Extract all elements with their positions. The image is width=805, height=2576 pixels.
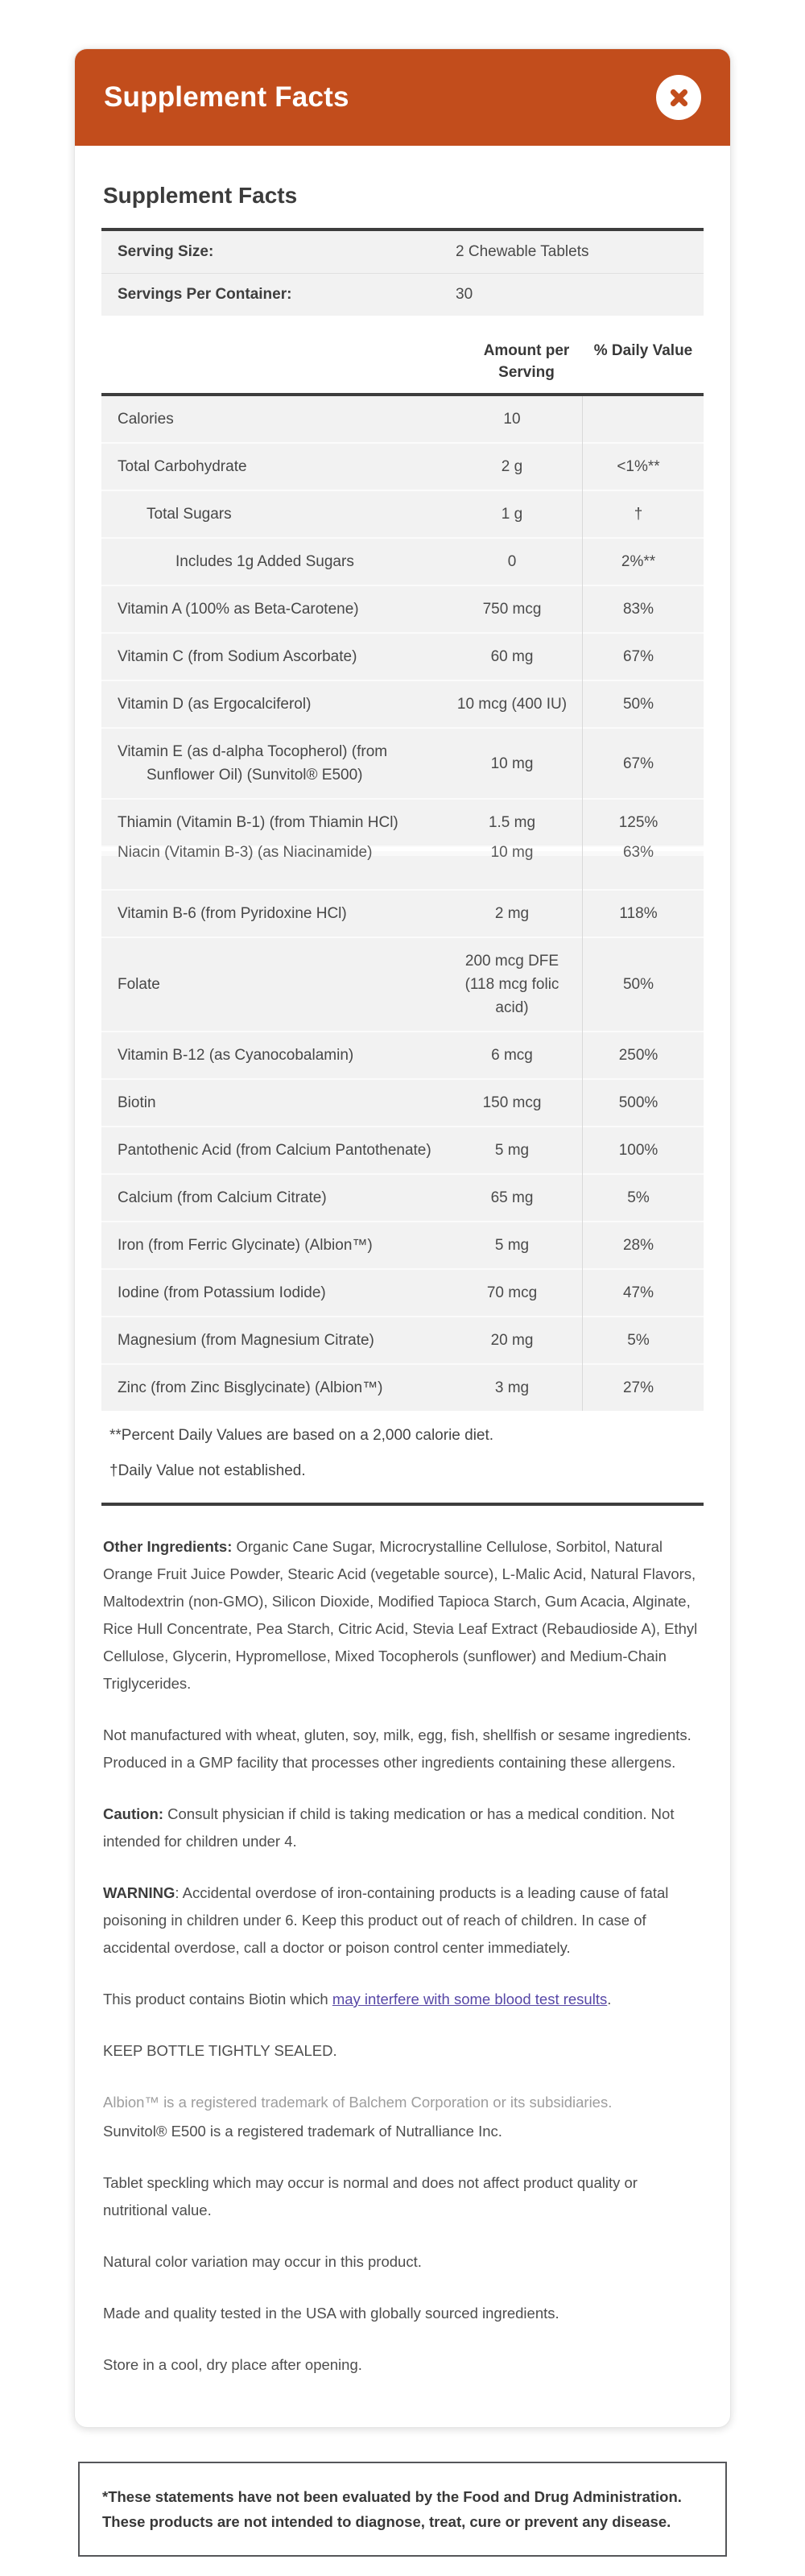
nutrient-daily-value: 67% (622, 648, 654, 665)
nutrient-amount: 10 (503, 411, 521, 428)
fda-disclaimer-box (78, 2462, 727, 2557)
nutrient-name: Total Sugars (147, 506, 232, 523)
nutrient-daily-value: 47% (622, 1284, 654, 1301)
nutrient-amount: 3 mg (494, 1379, 530, 1396)
nutrient-daily-value: 67% (622, 755, 654, 772)
nutrient-name: Vitamin D (as Ergocalciferol) (118, 696, 312, 713)
storage-statement: Store in a cool, dry place after opening. (103, 2356, 362, 2373)
serving-info-label: Serving Size: (118, 243, 214, 260)
nutrient-name: Vitamin E (as d-alpha Tocopherol) (from Sunflower Oil) (Sunvitol® E500) (118, 743, 388, 784)
panel-title: Supplement Facts (103, 183, 298, 208)
nutrient-daily-value: 500% (618, 1094, 658, 1111)
nutrient-amount: 60 mg (490, 648, 534, 665)
nutrient-row (101, 539, 704, 586)
nutrient-row (101, 844, 704, 891)
keep-sealed-statement: KEEP BOTTLE TIGHTLY SEALED. (103, 2042, 337, 2059)
nutrient-amount: 70 mcg (486, 1284, 538, 1301)
page (0, 48, 805, 2557)
nutrient-amount: 0 (507, 553, 517, 570)
nutrient-amount: 2 mg (494, 905, 530, 922)
fda-disclaimer-text: *These statements have not been evaluated by the Food and Drug Administration. These products are not intended to diagnose, treat, cure or prevent any disease. (102, 2488, 682, 2530)
nutrient-daily-value: 100% (618, 1142, 658, 1159)
footnote-daily-values: **Percent Daily Values are based on a 2,000 calorie diet. (109, 1427, 494, 1444)
nutrient-row (101, 634, 704, 681)
nutrient-amount: 10 mg (490, 844, 534, 861)
nutrient-row (101, 1080, 704, 1127)
nutrient-amount: 20 mg (490, 1332, 534, 1349)
caution-statement: Caution: Consult physician if child is taking medication or has a medical condition. Not intended for children under 4. (103, 1805, 675, 1850)
color-variation-statement: Natural color variation may occur in this product. (103, 2253, 422, 2270)
nutrient-row (101, 938, 704, 1032)
nutrient-name: Vitamin B-6 (from Pyridoxine HCl) (118, 905, 347, 922)
nutrient-name: Magnesium (from Magnesium Citrate) (118, 1332, 374, 1349)
nutrient-amount: 6 mcg (491, 1047, 533, 1064)
serving-info-row (101, 231, 704, 274)
nutrient-amount: 1.5 mg (488, 814, 536, 831)
nutrient-daily-value (573, 396, 704, 442)
nutrient-name: Zinc (from Zinc Bisglycinate) (Albion™) (118, 1379, 383, 1396)
biotin-statement: This product contains Biotin which may interfere with some blood test results. (103, 1991, 612, 2007)
nutrient-name: Calories (118, 411, 174, 428)
nutrient-name: Vitamin A (100% as Beta-Carotene) (118, 601, 359, 618)
nutrient-row (101, 444, 704, 491)
nutrient-name: Iron (from Ferric Glycinate) (Albion™) (118, 1237, 373, 1254)
albion-trademark-clipped: Albion™ is a registered trademark of Balchem Corporation or its subsidiaries. (103, 2094, 613, 2111)
nutrient-row (101, 396, 704, 444)
nutrient-daily-value: 5% (627, 1332, 650, 1349)
nutrient-name: Pantothenic Acid (from Calcium Pantothenate) (118, 1142, 431, 1159)
divider-table-bottom (101, 1503, 704, 1506)
serving-info (101, 231, 704, 316)
nutrient-row (101, 1127, 704, 1175)
nutrient-name: Vitamin B-12 (as Cyanocobalamin) (118, 1047, 354, 1064)
nutrient-daily-value: † (634, 506, 643, 523)
other-ingredients: Other Ingredients: Organic Cane Sugar, Microcrystalline Cellulose, Sorbitol, Natural Orange Fruit Juice Powder, Stearic Acid (vegetable source), L-Malic Acid, Natural Flavors, Maltodextrin (non-GMO), Silicon Dioxide, Modified Tapioca Starch, Gum Acacia, Alginate, Rice Hull Concentrate, Pea Starch, Citric Acid, Stevia Leaf Extract (Rebaudioside A), Ethyl Cellulose, Glycerin, Hypromellose, Mixed Tocopherols (sunflower) and Medium-Chain Triglycerides. (103, 1538, 698, 1692)
nutrient-amount: 150 mcg (482, 1094, 542, 1111)
nutrient-name: Vitamin C (from Sodium Ascorbate) (118, 648, 357, 665)
nutrient-daily-value: 50% (622, 976, 654, 993)
nutrient-name: Biotin (118, 1094, 156, 1111)
nutrient-row (101, 729, 704, 800)
nutrient-row (101, 491, 704, 539)
nutrient-daily-value: 28% (622, 1237, 654, 1254)
modal-body (75, 146, 730, 2427)
modal-title: Supplement Facts (104, 81, 349, 113)
sunvitol-trademark: Sunvitol® E500 is a registered trademark of Nutralliance Inc. (103, 2123, 502, 2140)
nutrient-row (101, 1222, 704, 1270)
column-header-daily-value: % Daily Value (593, 342, 693, 359)
info-paragraphs (101, 1533, 704, 2379)
close-icon (668, 87, 690, 109)
nutrient-name: Iodine (from Potassium Iodide) (118, 1284, 326, 1301)
nutrient-name: Includes 1g Added Sugars (175, 553, 354, 570)
serving-info-row (101, 274, 704, 316)
nutrient-amount: 10 mcg (400 IU) (456, 696, 568, 713)
nutrient-amount: 200 mcg DFE (118 mcg folic acid) (464, 953, 559, 1016)
close-button[interactable] (656, 75, 701, 120)
nutrient-amount: 5 mg (494, 1142, 530, 1159)
nutrient-name: Thiamin (Vitamin B-1) (from Thiamin HCl) (118, 814, 398, 831)
nutrient-daily-value: 50% (622, 696, 654, 713)
speckling-statement: Tablet speckling which may occur is normal and does not affect product quality or nutritional value. (103, 2174, 638, 2218)
column-header-amount: Amount per Serving (483, 342, 570, 381)
nutrient-daily-value: 63% (622, 844, 654, 861)
nutrient-row (101, 1365, 704, 1411)
biotin-blood-test-link[interactable]: may interfere with some blood test results (332, 1991, 608, 2007)
nutrient-daily-value: 250% (618, 1047, 658, 1064)
column-headers (101, 340, 704, 383)
nutrient-daily-value: 83% (622, 601, 654, 618)
nutrient-amount: 10 mg (490, 755, 534, 772)
serving-info-value: 2 Chewable Tablets (456, 243, 589, 260)
supplement-facts-modal (74, 48, 731, 2428)
nutrient-row (101, 586, 704, 634)
allergen-statement: Not manufactured with wheat, gluten, soy, milk, egg, fish, shellfish or sesame ingredients. Produced in a GMP facility that processes other ingredients containing these allergens. (103, 1726, 691, 1771)
modal-header (75, 49, 730, 146)
nutrient-name: Calcium (from Calcium Citrate) (118, 1189, 327, 1206)
nutrient-row (101, 1032, 704, 1080)
nutrient-name: Niacin (Vitamin B-3) (as Niacinamide) (118, 844, 373, 861)
nutrient-daily-value: 118% (619, 905, 658, 922)
nutrient-row (101, 1270, 704, 1317)
serving-info-value: 30 (456, 286, 473, 303)
nutrient-daily-value: 2%** (621, 553, 656, 570)
made-in-usa-statement: Made and quality tested in the USA with globally sourced ingredients. (103, 2305, 559, 2322)
nutrient-daily-value: 5% (627, 1189, 650, 1206)
nutrient-daily-value: 27% (622, 1379, 654, 1396)
warning-statement: WARNING: Accidental overdose of iron-containing products is a leading cause of fatal poisoning in children under 6. Keep this product out of reach of children. In case of accidental overdose, call a doctor or poison control center immediately. (103, 1884, 669, 1956)
nutrient-row (101, 681, 704, 729)
table-footnotes (101, 1411, 704, 1503)
nutrient-row (101, 1175, 704, 1222)
footnote-dagger: †Daily Value not established. (109, 1462, 306, 1479)
nutrient-daily-value: <1%** (617, 458, 660, 475)
nutrient-daily-value: 125% (618, 814, 658, 831)
nutrient-row (101, 891, 704, 938)
serving-info-label: Servings Per Container: (118, 286, 292, 303)
nutrient-amount: 1 g (501, 506, 523, 523)
nutrient-amount: 2 g (501, 458, 523, 475)
nutrient-amount: 5 mg (494, 1237, 530, 1254)
nutrient-amount: 65 mg (490, 1189, 534, 1206)
nutrient-name: Total Carbohydrate (118, 458, 247, 475)
nutrient-name: Folate (118, 976, 160, 993)
nutrient-row (101, 1317, 704, 1365)
nutrient-amount: 750 mcg (482, 601, 542, 618)
nutrient-table (101, 396, 704, 1411)
